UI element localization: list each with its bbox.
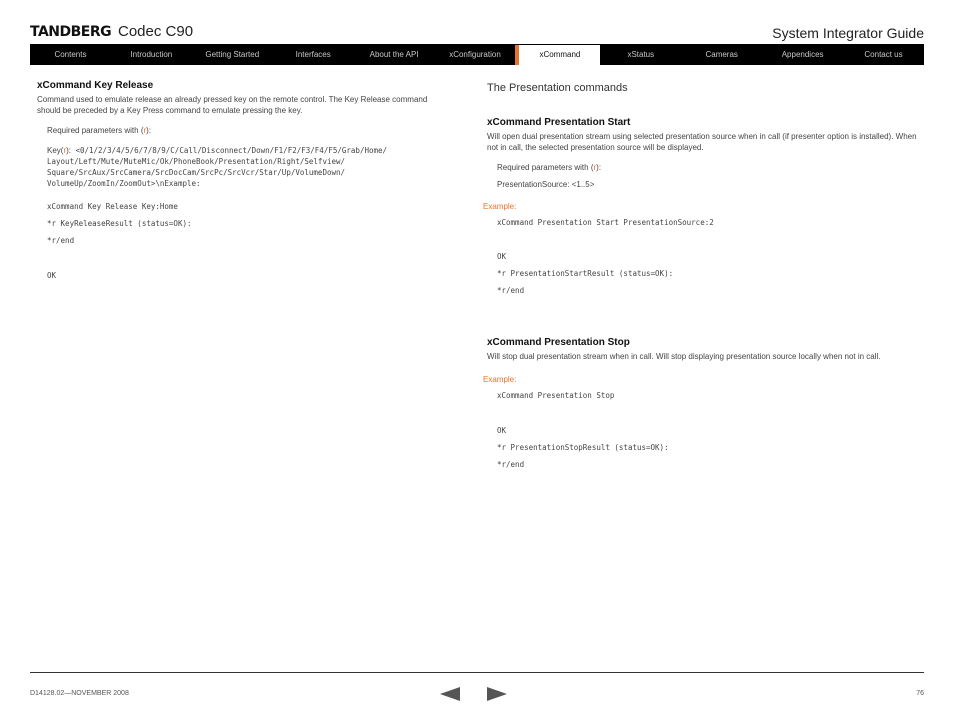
tab-getting-started[interactable]: Getting Started [205, 50, 260, 59]
code-line: *r/end [47, 236, 75, 245]
tab-contents[interactable]: Contents [54, 50, 87, 59]
previous-page-icon[interactable] [440, 687, 460, 701]
page-number: 76 [916, 690, 924, 697]
right-column [483, 80, 917, 469]
code-line: *r PresentationStartResult (status=OK): [497, 269, 674, 278]
required-params-note: Required parameters with (r): [47, 126, 152, 135]
guide-title: System Integrator Guide [772, 25, 924, 41]
page-header [30, 22, 924, 44]
tab-xcommand[interactable]: xCommand [515, 45, 600, 65]
example-label: Example: [483, 202, 517, 211]
next-page-icon[interactable] [487, 687, 507, 701]
key-parameter: Key(r): <0/1/2/3/4/5/6/7/8/9/C/Call/Disconnect/Down/F1/F2/F3/F4/F5/Grab/Home/ Layout/Left/Mute/MuteMic/Ok/PhoneBook/Presentation/Right/Selfview/ Square/SrcAux/SrcCamera/SrcDocCam/SrcPc/SrcVcr/Star/Up/VolumeDown/ VolumeUp/ZoomIn/ZoomOut>\nExample: [47, 146, 388, 188]
product-name: Codec C90 [118, 23, 194, 40]
tab-cameras[interactable]: Cameras [705, 50, 738, 59]
code-line: *r/end [497, 460, 525, 469]
key-release-description: Command used to emulate release an already pressed key on the remote control. The Key Release command should be preceded by a Key Press command to emulate pressing the key. [37, 95, 428, 115]
presentation-stop-title: xCommand Presentation Stop [487, 337, 630, 348]
top-navigation [30, 44, 924, 65]
code-line: xCommand Presentation Stop [497, 391, 615, 400]
code-line: xCommand Key Release Key:Home [47, 202, 178, 211]
left-column [37, 80, 440, 280]
code-line: *r KeyReleaseResult (status=OK): [47, 219, 192, 228]
example-label: Example: [483, 375, 517, 384]
code-line: OK [497, 426, 507, 435]
tab-xstatus[interactable]: xStatus [627, 50, 655, 59]
key-release-title: xCommand Key Release [37, 80, 154, 91]
code-line: *r PresentationStopResult (status=OK): [497, 443, 669, 452]
presentation-source-parameter: PresentationSource: <1..5> [497, 180, 595, 189]
brand-logo: TANDBERG [30, 24, 112, 40]
section-heading: The Presentation commands [487, 82, 628, 94]
required-params-note: Required parameters with (r): [497, 163, 602, 172]
code-line: OK [47, 271, 57, 280]
tab-about-the-api[interactable]: About the API [369, 50, 419, 59]
footer-divider [30, 672, 924, 673]
tab-appendices[interactable]: Appendices [781, 50, 824, 59]
tab-interfaces[interactable]: Interfaces [295, 50, 331, 59]
presentation-start-title: xCommand Presentation Start [487, 117, 631, 128]
tab-xconfiguration[interactable]: xConfiguration [449, 50, 501, 59]
tab-introduction[interactable]: Introduction [130, 50, 173, 59]
code-line: *r/end [497, 286, 525, 295]
tab-contact-us[interactable]: Contact us [864, 50, 903, 59]
code-line: xCommand Presentation Start PresentationSource:2 [497, 218, 714, 227]
document-id: D14128.02—NOVEMBER 2008 [30, 690, 129, 697]
presentation-stop-description: Will stop dual presentation stream when in call. Will stop displaying presentation source locally when not in call. [487, 352, 881, 361]
presentation-start-description: Will open dual presentation stream using selected presentation source when in call (if presenter option is installed). When not in call, the selected presentation source will be displayed. [487, 132, 917, 152]
code-line: OK [497, 252, 507, 261]
